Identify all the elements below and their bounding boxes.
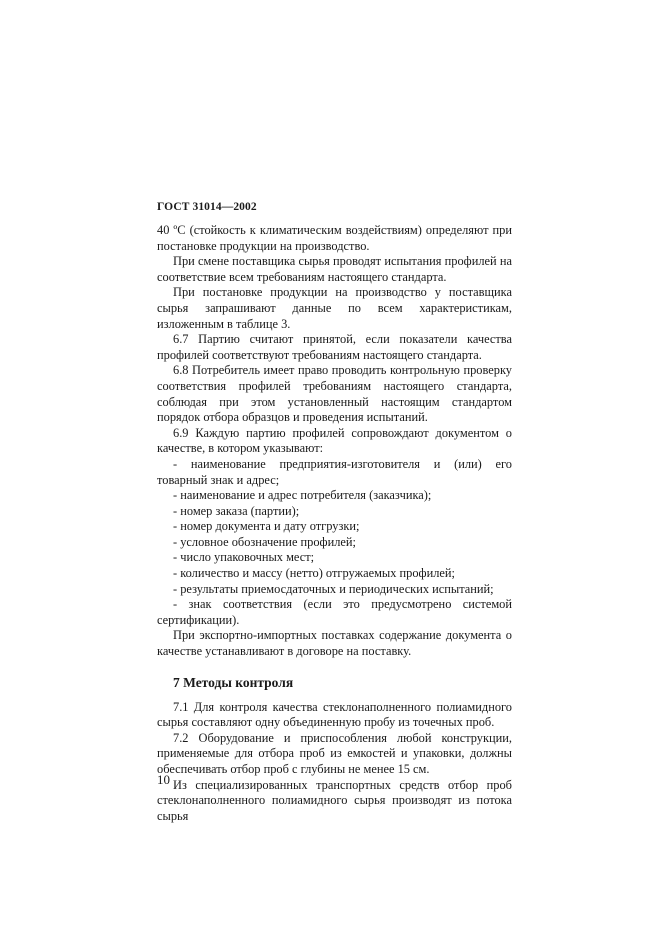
clause-6-8: 6.8 Потребитель имеет право проводить контрольную проверку соответствия профилей требованиям настоящего стандарта, соблюдая при этом установленный настоящим стандартом порядок отбора образцов и проведения испытаний. [157,363,512,425]
clause-6-9: 6.9 Каждую партию профилей сопровождают документом о качестве, в котором указывают: [157,425,512,456]
paragraph-export: При экспортно-импортных поставках содержание документа о качестве устанавливают в договоре на поставку. [157,628,512,659]
page-number: 10 [157,772,170,787]
clause-6-7: 6.7 Партию считают принятой, если показатели качества профилей соответствуют требованиям настоящего стандарта. [157,332,512,362]
list-item: - условное обозначение профилей; [173,534,356,549]
clause-7-1: 7.1 Для контроля качества стеклонаполненного полиамидного сырья составляют одну объединенную пробу из точечных проб. [157,699,512,730]
section-heading: 7 Методы контроля [173,674,294,690]
paragraph-continuation: 40 ºС (стойкость к климатическим воздействиям) определяют при постановке продукции на производство. [157,223,512,253]
document-body [157,223,512,824]
list-item: - наименование и адрес потребителя (заказчика); [173,488,432,503]
paragraph-transport-sampling: Из специализированных транспортных средств отбор проб стеклонаполненного полиамидного сырья производят из потока сырья [157,777,512,823]
paragraph-supplier-change: При смене поставщика сырья проводят испытания профилей на соответствие всем требованиям настоящего стандарта. [157,254,512,284]
list-item: - наименование предприятия-изготовителя и (или) его товарный знак и адрес; [157,456,512,487]
clause-7-2: 7.2 Оборудование и приспособления любой конструкции, применяемые для отбора проб из емкостей и упаковки, должны обеспечивать отбор проб с глубины не менее 15 см. [157,730,512,776]
list-item: - номер заказа (партии); [173,503,300,518]
list-item: - количество и массу (нетто) отгружаемых профилей; [173,566,455,581]
paragraph-production-start: При постановке продукции на производство у поставщика сырья запрашивают данные по всем характеристикам, изложенным в таблице 3. [157,285,512,331]
standard-header: ГОСТ 31014—2002 [157,201,257,213]
list-item: - число упаковочных мест; [173,550,315,565]
list-item: - результаты приемосдаточных и периодических испытаний; [173,581,494,596]
list-item: - знак соответствия (если это предусмотрено системой сертификации). [157,597,512,627]
list-item: - номер документа и дату отгрузки; [173,519,360,534]
